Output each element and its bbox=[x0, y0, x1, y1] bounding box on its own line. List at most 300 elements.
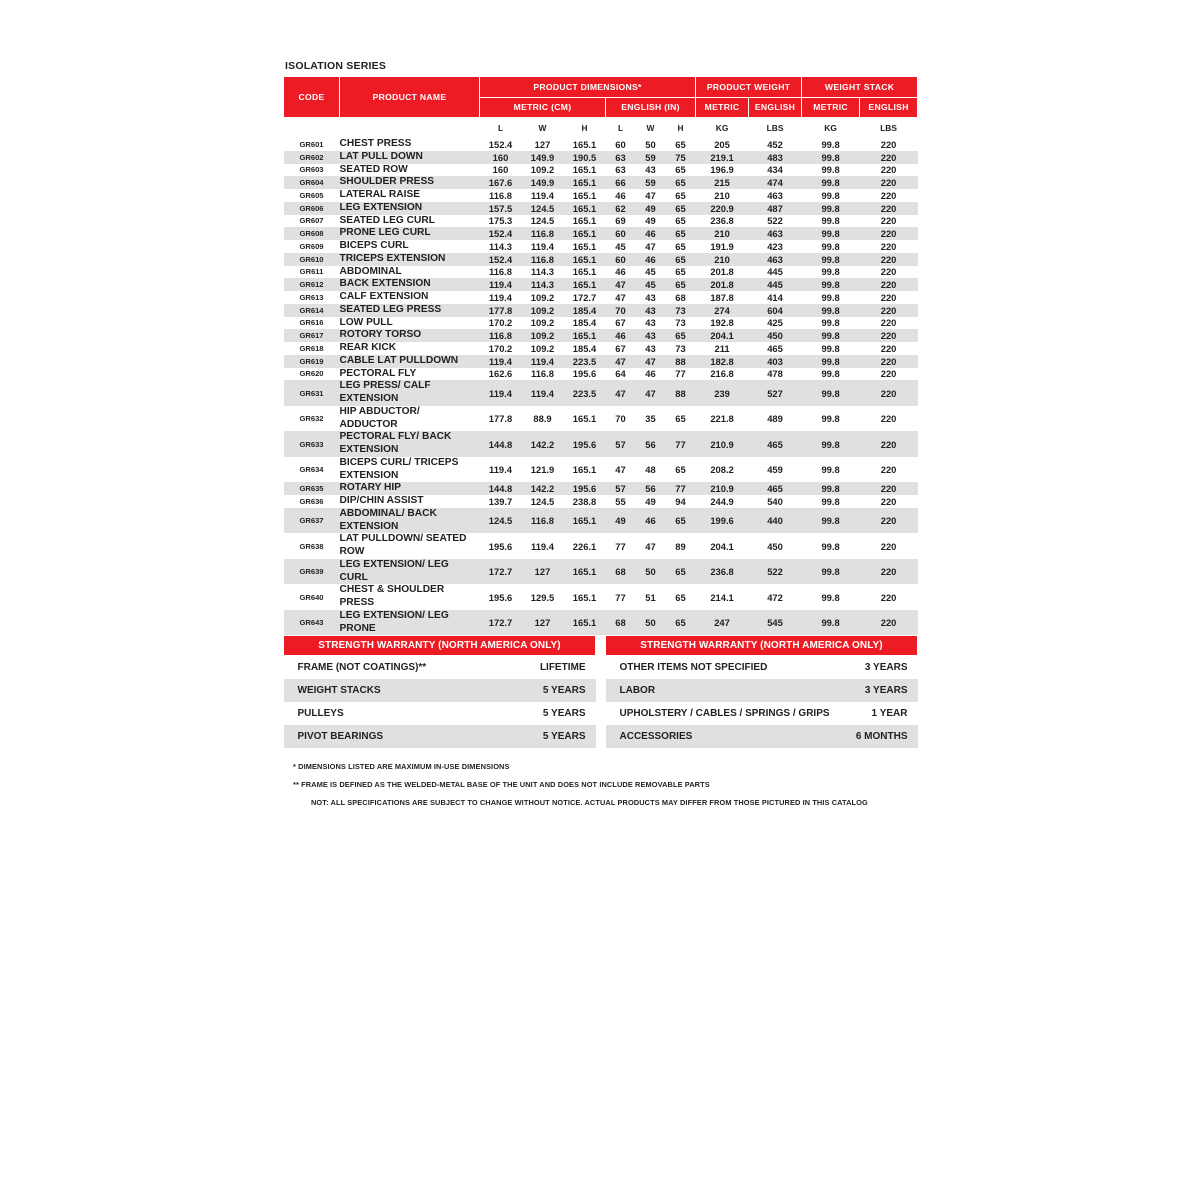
metric-length: 119.4 bbox=[480, 457, 522, 483]
metric-length: 172.7 bbox=[480, 559, 522, 585]
english-width: 46 bbox=[636, 368, 666, 381]
metric-length: 177.8 bbox=[480, 406, 522, 432]
english-height: 65 bbox=[666, 584, 696, 610]
product-weight-lbs: 474 bbox=[749, 176, 802, 189]
english-height: 88 bbox=[666, 380, 696, 406]
english-length: 60 bbox=[606, 227, 636, 240]
metric-height: 165.1 bbox=[564, 202, 606, 215]
english-height: 89 bbox=[666, 533, 696, 559]
english-height: 65 bbox=[666, 138, 696, 151]
product-weight-lbs: 463 bbox=[749, 189, 802, 202]
warranty-right-title: STRENGTH WARRANTY (NORTH AMERICA ONLY) bbox=[606, 636, 918, 656]
table-row bbox=[284, 482, 918, 495]
english-height: 94 bbox=[666, 495, 696, 508]
metric-width: 116.8 bbox=[522, 227, 564, 240]
metric-height: 238.8 bbox=[564, 495, 606, 508]
product-name: HIP ABDUCTOR/ ADDUCTOR bbox=[340, 406, 480, 432]
stack-weight-lbs: 220 bbox=[860, 151, 918, 164]
stack-weight-kg: 99.8 bbox=[802, 508, 860, 534]
english-height: 65 bbox=[666, 610, 696, 636]
english-length: 57 bbox=[606, 431, 636, 457]
warranty-spacer bbox=[596, 636, 606, 656]
table-row bbox=[284, 202, 918, 215]
metric-height: 165.1 bbox=[564, 240, 606, 253]
stack-weight-kg: 99.8 bbox=[802, 610, 860, 636]
warranty-left-label: PULLEYS bbox=[297, 708, 344, 720]
product-code: GR601 bbox=[284, 138, 340, 151]
english-height: 65 bbox=[666, 457, 696, 483]
product-name: SEATED ROW bbox=[340, 164, 480, 177]
warranty-right-label: UPHOLSTERY / CABLES / SPRINGS / GRIPS bbox=[619, 708, 830, 720]
metric-length: 119.4 bbox=[480, 355, 522, 368]
product-code: GR638 bbox=[284, 533, 340, 559]
stack-weight-kg: 99.8 bbox=[802, 559, 860, 585]
warranty-left-cell bbox=[284, 702, 596, 725]
metric-width: 119.4 bbox=[522, 189, 564, 202]
product-weight-lbs: 452 bbox=[749, 138, 802, 151]
header-weight-metric: METRIC bbox=[696, 97, 749, 118]
metric-length: 167.6 bbox=[480, 176, 522, 189]
metric-height: 165.1 bbox=[564, 215, 606, 228]
metric-width: 109.2 bbox=[522, 291, 564, 304]
footnote-specifications: NOT: ALL SPECIFICATIONS ARE SUBJECT TO CHANGE WITHOUT NOTICE. ACTUAL PRODUCTS MAY DIFFER FROM THOSE PICTURED IN THIS CATALOG bbox=[311, 798, 868, 808]
footnotes bbox=[283, 762, 917, 807]
product-weight-lbs: 463 bbox=[749, 227, 802, 240]
metric-length: 119.4 bbox=[480, 380, 522, 406]
english-length: 46 bbox=[606, 329, 636, 342]
product-code: GR619 bbox=[284, 355, 340, 368]
product-weight-kg: 211 bbox=[696, 342, 749, 355]
metric-width: 142.2 bbox=[522, 482, 564, 495]
english-width: 35 bbox=[636, 406, 666, 432]
english-length: 47 bbox=[606, 278, 636, 291]
product-weight-kg: 201.8 bbox=[696, 266, 749, 279]
product-weight-kg: 192.8 bbox=[696, 317, 749, 330]
product-name: BACK EXTENSION bbox=[340, 278, 480, 291]
product-name: LEG EXTENSION bbox=[340, 202, 480, 215]
table-row bbox=[284, 584, 918, 610]
english-length: 66 bbox=[606, 176, 636, 189]
table-row bbox=[284, 355, 918, 368]
english-height: 65 bbox=[666, 176, 696, 189]
stack-weight-kg: 99.8 bbox=[802, 495, 860, 508]
product-weight-lbs: 440 bbox=[749, 508, 802, 534]
stack-weight-kg: 99.8 bbox=[802, 355, 860, 368]
metric-height: 195.6 bbox=[564, 431, 606, 457]
english-width: 49 bbox=[636, 202, 666, 215]
english-length: 68 bbox=[606, 610, 636, 636]
table-row bbox=[284, 406, 918, 432]
metric-length: 160 bbox=[480, 151, 522, 164]
metric-width: 119.4 bbox=[522, 533, 564, 559]
table-header bbox=[284, 77, 918, 139]
english-width: 56 bbox=[636, 431, 666, 457]
metric-height: 190.5 bbox=[564, 151, 606, 164]
stack-weight-kg: 99.8 bbox=[802, 431, 860, 457]
stack-weight-lbs: 220 bbox=[860, 495, 918, 508]
product-weight-kg: 204.1 bbox=[696, 533, 749, 559]
metric-length: 116.8 bbox=[480, 266, 522, 279]
english-length: 70 bbox=[606, 406, 636, 432]
table-row bbox=[284, 291, 918, 304]
subheader-stack-lbs: LBS bbox=[860, 118, 918, 139]
stack-weight-kg: 99.8 bbox=[802, 584, 860, 610]
metric-height: 195.6 bbox=[564, 482, 606, 495]
english-height: 65 bbox=[666, 508, 696, 534]
table-row bbox=[284, 176, 918, 189]
product-weight-lbs: 414 bbox=[749, 291, 802, 304]
product-weight-kg: 210 bbox=[696, 189, 749, 202]
stack-weight-lbs: 220 bbox=[860, 355, 918, 368]
product-code: GR618 bbox=[284, 342, 340, 355]
metric-height: 223.5 bbox=[564, 380, 606, 406]
product-code: GR643 bbox=[284, 610, 340, 636]
metric-length: 139.7 bbox=[480, 495, 522, 508]
metric-width: 109.2 bbox=[522, 317, 564, 330]
subheader-weight-kg: KG bbox=[696, 118, 749, 139]
product-name: CHEST & SHOULDER PRESS bbox=[340, 584, 480, 610]
subheader-metric-l: L bbox=[480, 118, 522, 139]
warranty-right-cell bbox=[606, 679, 918, 702]
warranty-row bbox=[284, 656, 918, 680]
product-weight-lbs: 465 bbox=[749, 482, 802, 495]
metric-height: 165.1 bbox=[564, 138, 606, 151]
metric-height: 165.1 bbox=[564, 584, 606, 610]
warranty-left-cell bbox=[284, 725, 596, 748]
english-height: 65 bbox=[666, 406, 696, 432]
product-weight-kg: 221.8 bbox=[696, 406, 749, 432]
table-row bbox=[284, 342, 918, 355]
product-code: GR602 bbox=[284, 151, 340, 164]
footnote-frame: ** FRAME IS DEFINED AS THE WELDED-METAL BASE OF THE UNIT AND DOES NOT INCLUDE REMOVABLE PARTS bbox=[293, 780, 710, 790]
english-length: 57 bbox=[606, 482, 636, 495]
metric-width: 109.2 bbox=[522, 329, 564, 342]
stack-weight-lbs: 220 bbox=[860, 215, 918, 228]
english-width: 49 bbox=[636, 215, 666, 228]
warranty-left-label: PIVOT BEARINGS bbox=[297, 731, 384, 743]
english-length: 63 bbox=[606, 164, 636, 177]
stack-weight-lbs: 220 bbox=[860, 278, 918, 291]
english-width: 59 bbox=[636, 176, 666, 189]
metric-width: 88.9 bbox=[522, 406, 564, 432]
subheader-english-h: H bbox=[666, 118, 696, 139]
metric-width: 114.3 bbox=[522, 278, 564, 291]
product-name: DIP/CHIN ASSIST bbox=[340, 495, 480, 508]
metric-height: 165.1 bbox=[564, 253, 606, 266]
product-code: GR608 bbox=[284, 227, 340, 240]
header-product-weight: PRODUCT WEIGHT bbox=[696, 77, 802, 98]
subheader-weight-lbs: LBS bbox=[749, 118, 802, 139]
english-length: 67 bbox=[606, 342, 636, 355]
stack-weight-lbs: 220 bbox=[860, 189, 918, 202]
warranty-left-value: 5 YEARS bbox=[542, 685, 586, 697]
subheader-metric-h: H bbox=[564, 118, 606, 139]
stack-weight-lbs: 220 bbox=[860, 317, 918, 330]
english-width: 50 bbox=[636, 559, 666, 585]
metric-length: 160 bbox=[480, 164, 522, 177]
english-length: 49 bbox=[606, 508, 636, 534]
product-name: PECTORAL FLY/ BACK EXTENSION bbox=[340, 431, 480, 457]
product-weight-kg: 191.9 bbox=[696, 240, 749, 253]
warranty-spacer bbox=[596, 702, 606, 725]
stack-weight-kg: 99.8 bbox=[802, 457, 860, 483]
header-code: CODE bbox=[284, 77, 340, 118]
product-weight-lbs: 489 bbox=[749, 406, 802, 432]
table-row bbox=[284, 559, 918, 585]
stack-weight-lbs: 220 bbox=[860, 559, 918, 585]
english-length: 60 bbox=[606, 138, 636, 151]
table-row bbox=[284, 380, 918, 406]
english-width: 47 bbox=[636, 533, 666, 559]
english-height: 73 bbox=[666, 304, 696, 317]
product-weight-kg: 239 bbox=[696, 380, 749, 406]
product-code: GR617 bbox=[284, 329, 340, 342]
product-code: GR612 bbox=[284, 278, 340, 291]
specifications-table bbox=[283, 76, 918, 635]
header-english-in: ENGLISH (IN) bbox=[606, 97, 696, 118]
product-code: GR605 bbox=[284, 189, 340, 202]
warranty-left-value: 5 YEARS bbox=[542, 731, 586, 743]
metric-width: 127 bbox=[522, 610, 564, 636]
stack-weight-kg: 99.8 bbox=[802, 482, 860, 495]
product-code: GR611 bbox=[284, 266, 340, 279]
product-weight-kg: 210 bbox=[696, 227, 749, 240]
warranty-left-label: WEIGHT STACKS bbox=[297, 685, 381, 697]
english-width: 43 bbox=[636, 342, 666, 355]
table-row bbox=[284, 610, 918, 636]
metric-width: 109.2 bbox=[522, 304, 564, 317]
table-row bbox=[284, 253, 918, 266]
product-name: LATERAL RAISE bbox=[340, 189, 480, 202]
metric-width: 119.4 bbox=[522, 240, 564, 253]
product-weight-lbs: 465 bbox=[749, 431, 802, 457]
english-height: 68 bbox=[666, 291, 696, 304]
product-weight-lbs: 472 bbox=[749, 584, 802, 610]
metric-height: 165.1 bbox=[564, 266, 606, 279]
english-width: 59 bbox=[636, 151, 666, 164]
product-name: SEATED LEG PRESS bbox=[340, 304, 480, 317]
english-height: 65 bbox=[666, 189, 696, 202]
stack-weight-lbs: 220 bbox=[860, 610, 918, 636]
english-width: 47 bbox=[636, 189, 666, 202]
product-weight-kg: 210 bbox=[696, 253, 749, 266]
product-weight-lbs: 522 bbox=[749, 215, 802, 228]
warranty-left-cell bbox=[284, 679, 596, 702]
product-weight-kg: 274 bbox=[696, 304, 749, 317]
product-weight-kg: 244.9 bbox=[696, 495, 749, 508]
stack-weight-lbs: 220 bbox=[860, 380, 918, 406]
english-width: 43 bbox=[636, 329, 666, 342]
metric-width: 142.2 bbox=[522, 431, 564, 457]
english-length: 47 bbox=[606, 457, 636, 483]
warranty-left-cell bbox=[284, 656, 596, 680]
table-row bbox=[284, 495, 918, 508]
header-product-name: PRODUCT NAME bbox=[340, 77, 480, 118]
stack-weight-lbs: 220 bbox=[860, 138, 918, 151]
metric-width: 119.4 bbox=[522, 355, 564, 368]
product-code: GR633 bbox=[284, 431, 340, 457]
metric-width: 129.5 bbox=[522, 584, 564, 610]
product-code: GR606 bbox=[284, 202, 340, 215]
product-weight-kg: 220.9 bbox=[696, 202, 749, 215]
metric-length: 175.3 bbox=[480, 215, 522, 228]
metric-height: 185.4 bbox=[564, 317, 606, 330]
product-name: SHOULDER PRESS bbox=[340, 176, 480, 189]
metric-length: 172.7 bbox=[480, 610, 522, 636]
product-name: LEG EXTENSION/ LEG PRONE bbox=[340, 610, 480, 636]
product-weight-kg: 208.2 bbox=[696, 457, 749, 483]
product-weight-kg: 196.9 bbox=[696, 164, 749, 177]
metric-length: 144.8 bbox=[480, 431, 522, 457]
product-name: REAR KICK bbox=[340, 342, 480, 355]
product-weight-lbs: 450 bbox=[749, 533, 802, 559]
stack-weight-kg: 99.8 bbox=[802, 138, 860, 151]
product-weight-kg: 199.6 bbox=[696, 508, 749, 534]
stack-weight-lbs: 220 bbox=[860, 227, 918, 240]
header-stack-english: ENGLISH bbox=[860, 97, 918, 118]
stack-weight-lbs: 220 bbox=[860, 457, 918, 483]
english-height: 75 bbox=[666, 151, 696, 164]
warranty-title-row bbox=[284, 636, 918, 656]
product-code: GR637 bbox=[284, 508, 340, 534]
metric-length: 119.4 bbox=[480, 291, 522, 304]
table-row bbox=[284, 508, 918, 534]
metric-length: 144.8 bbox=[480, 482, 522, 495]
subheader-english-w: W bbox=[636, 118, 666, 139]
english-length: 47 bbox=[606, 380, 636, 406]
metric-height: 165.1 bbox=[564, 278, 606, 291]
product-name: CABLE LAT PULLDOWN bbox=[340, 355, 480, 368]
metric-length: 170.2 bbox=[480, 342, 522, 355]
header-weight-english: ENGLISH bbox=[749, 97, 802, 118]
product-code: GR632 bbox=[284, 406, 340, 432]
stack-weight-lbs: 220 bbox=[860, 253, 918, 266]
stack-weight-kg: 99.8 bbox=[802, 317, 860, 330]
product-weight-kg: 219.1 bbox=[696, 151, 749, 164]
product-name: LOW PULL bbox=[340, 317, 480, 330]
metric-width: 116.8 bbox=[522, 368, 564, 381]
metric-width: 116.8 bbox=[522, 508, 564, 534]
product-weight-kg: 236.8 bbox=[696, 215, 749, 228]
product-name: ABDOMINAL/ BACK EXTENSION bbox=[340, 508, 480, 534]
spec-sheet bbox=[283, 60, 917, 816]
product-weight-kg: 215 bbox=[696, 176, 749, 189]
metric-height: 165.1 bbox=[564, 227, 606, 240]
metric-width: 119.4 bbox=[522, 380, 564, 406]
product-name: TRICEPS EXTENSION bbox=[340, 253, 480, 266]
product-name: LAT PULL DOWN bbox=[340, 151, 480, 164]
english-height: 65 bbox=[666, 202, 696, 215]
english-width: 46 bbox=[636, 508, 666, 534]
metric-width: 109.2 bbox=[522, 164, 564, 177]
english-height: 65 bbox=[666, 227, 696, 240]
english-height: 73 bbox=[666, 342, 696, 355]
warranty-body bbox=[284, 656, 918, 749]
table-row bbox=[284, 457, 918, 483]
english-width: 49 bbox=[636, 495, 666, 508]
english-width: 50 bbox=[636, 138, 666, 151]
stack-weight-kg: 99.8 bbox=[802, 202, 860, 215]
english-width: 48 bbox=[636, 457, 666, 483]
metric-height: 165.1 bbox=[564, 508, 606, 534]
stack-weight-kg: 99.8 bbox=[802, 329, 860, 342]
series-title: ISOLATION SERIES bbox=[285, 60, 387, 72]
metric-length: 119.4 bbox=[480, 278, 522, 291]
product-code: GR614 bbox=[284, 304, 340, 317]
subheader-metric-w: W bbox=[522, 118, 564, 139]
english-length: 69 bbox=[606, 215, 636, 228]
warranty-row bbox=[284, 702, 918, 725]
product-code: GR610 bbox=[284, 253, 340, 266]
english-width: 43 bbox=[636, 304, 666, 317]
stack-weight-kg: 99.8 bbox=[802, 176, 860, 189]
warranty-row bbox=[284, 679, 918, 702]
metric-length: 152.4 bbox=[480, 253, 522, 266]
stack-weight-lbs: 220 bbox=[860, 584, 918, 610]
header-weight-stack: WEIGHT STACK bbox=[802, 77, 918, 98]
english-length: 46 bbox=[606, 189, 636, 202]
product-weight-lbs: 463 bbox=[749, 253, 802, 266]
product-code: GR603 bbox=[284, 164, 340, 177]
english-height: 65 bbox=[666, 559, 696, 585]
table-row bbox=[284, 266, 918, 279]
product-code: GR639 bbox=[284, 559, 340, 585]
product-weight-kg: 236.8 bbox=[696, 559, 749, 585]
product-weight-lbs: 403 bbox=[749, 355, 802, 368]
product-weight-lbs: 450 bbox=[749, 329, 802, 342]
english-height: 65 bbox=[666, 240, 696, 253]
english-width: 43 bbox=[636, 164, 666, 177]
table-row bbox=[284, 317, 918, 330]
table-row bbox=[284, 138, 918, 151]
metric-length: 195.6 bbox=[480, 533, 522, 559]
product-code: GR620 bbox=[284, 368, 340, 381]
metric-height: 165.1 bbox=[564, 406, 606, 432]
stack-weight-kg: 99.8 bbox=[802, 189, 860, 202]
warranty-right-value: 1 YEAR bbox=[871, 708, 908, 720]
metric-width: 124.5 bbox=[522, 495, 564, 508]
metric-length: 152.4 bbox=[480, 138, 522, 151]
table-row bbox=[284, 164, 918, 177]
stack-weight-kg: 99.8 bbox=[802, 380, 860, 406]
english-height: 77 bbox=[666, 482, 696, 495]
english-width: 50 bbox=[636, 610, 666, 636]
product-weight-lbs: 540 bbox=[749, 495, 802, 508]
english-width: 47 bbox=[636, 380, 666, 406]
warranty-table bbox=[283, 635, 918, 748]
english-height: 77 bbox=[666, 368, 696, 381]
english-length: 47 bbox=[606, 355, 636, 368]
product-weight-lbs: 604 bbox=[749, 304, 802, 317]
warranty-right-label: LABOR bbox=[619, 685, 656, 697]
metric-height: 165.1 bbox=[564, 457, 606, 483]
metric-height: 226.1 bbox=[564, 533, 606, 559]
product-name: LEG PRESS/ CALF EXTENSION bbox=[340, 380, 480, 406]
warranty-right-cell bbox=[606, 702, 918, 725]
metric-height: 165.1 bbox=[564, 164, 606, 177]
table-row bbox=[284, 533, 918, 559]
english-length: 77 bbox=[606, 533, 636, 559]
metric-width: 114.3 bbox=[522, 266, 564, 279]
warranty-left-label: FRAME (NOT COATINGS)** bbox=[297, 662, 427, 674]
warranty-right-value: 3 YEARS bbox=[864, 662, 908, 674]
product-weight-kg: 205 bbox=[696, 138, 749, 151]
stack-weight-lbs: 220 bbox=[860, 533, 918, 559]
warranty-right-cell bbox=[606, 656, 918, 680]
stack-weight-kg: 99.8 bbox=[802, 253, 860, 266]
stack-weight-kg: 99.8 bbox=[802, 164, 860, 177]
stack-weight-kg: 99.8 bbox=[802, 278, 860, 291]
